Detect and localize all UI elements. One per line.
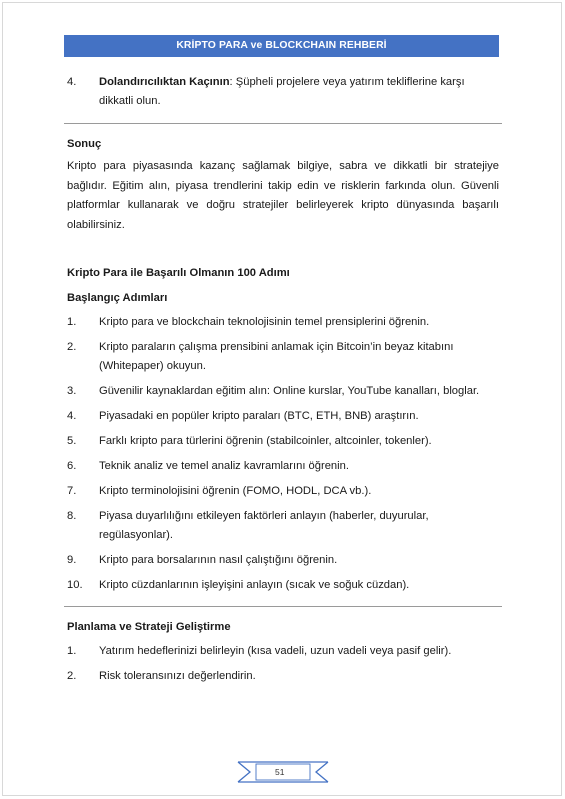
steps-list <box>67 313 499 595</box>
list-number: 4. <box>67 410 77 422</box>
list-item <box>67 338 499 376</box>
list-item <box>67 667 499 686</box>
list-item <box>67 382 499 401</box>
list-number: 5. <box>67 435 77 447</box>
list-number: 4. <box>67 76 77 88</box>
planning-list <box>67 642 499 686</box>
list-number: 1. <box>67 645 77 657</box>
list-item <box>67 313 499 332</box>
section-divider <box>64 123 502 124</box>
list-number: 1. <box>67 316 77 328</box>
list-item-text: Kripto paraların çalışma prensibini anlamak için Bitcoin’in beyaz kitabını (Whitepaper) okuyun. <box>99 341 454 372</box>
list-item <box>67 507 499 545</box>
list-item <box>67 576 499 595</box>
list-number: 10. <box>67 579 83 591</box>
list-item <box>67 482 499 501</box>
list-item-text: Risk toleransınızı değerlendirin. <box>99 670 256 682</box>
list-number: 7. <box>67 485 77 497</box>
list-item-text: Piyasa duyarlılığını etkileyen faktörleri anlayın (haberler, duyurular, regülasyonlar). <box>99 510 429 541</box>
list-item <box>67 432 499 451</box>
list-item-text: Güvenilir kaynaklardan eğitim alın: Online kurslar, YouTube kanalları, bloglar. <box>99 385 480 397</box>
list-item-text: Farklı kripto para türlerini öğrenin (stabilcoinler, altcoinler, tokenler). <box>99 435 432 447</box>
list-item-text: Kripto terminolojisini öğrenin (FOMO, HODL, DCA vb.). <box>99 485 372 497</box>
page-number: 51 <box>275 767 285 777</box>
list-item-text: : Şüpheli projelere veya yatırım tekliflerine karşı dikkatli olun. <box>99 76 465 107</box>
planning-title: Planlama ve Strateji Geliştirme <box>67 621 231 633</box>
list-number: 8. <box>67 510 77 522</box>
page-content <box>67 70 499 686</box>
list-item-text: Teknik analiz ve temel analiz kavramlarını öğrenin. <box>99 460 349 472</box>
list-item <box>67 407 499 426</box>
list-item-bold-label: Dolandırıcılıktan Kaçının <box>99 76 230 88</box>
section-subtitle: Başlangıç Adımları <box>67 292 168 304</box>
conclusion-paragraph: Kripto para piyasasında kazanç sağlamak bilgiye, sabra ve dikkatli bir stratejiye bağlıdır. Eğitim alın, piyasa trendlerini takip edin ve risklerin farkında olun. Güvenli platformlar kullanarak ve doğru stratejiler belirleyerek kripto dünyasında başarılı olabilirsiniz. <box>67 160 499 231</box>
list-number: 3. <box>67 385 77 397</box>
list-number: 2. <box>67 670 77 682</box>
list-item <box>67 73 499 111</box>
list-item <box>67 642 499 661</box>
list-number: 9. <box>67 554 77 566</box>
list-item-text: Kripto para borsalarının nasıl çalıştığını öğrenin. <box>99 554 338 566</box>
list-item <box>67 457 499 476</box>
conclusion-heading: Sonuç <box>67 138 102 150</box>
list-number: 6. <box>67 460 77 472</box>
running-header: KRİPTO PARA ve BLOCKCHAIN REHBERİ <box>64 35 499 57</box>
list-item-text: Kripto para ve blockchain teknolojisinin temel prensiplerini öğrenin. <box>99 316 430 328</box>
list-number: 2. <box>67 341 77 353</box>
list-item <box>67 551 499 570</box>
list-item-text: Kripto cüzdanlarının işleyişini anlayın (sıcak ve soğuk cüzdan). <box>99 579 410 591</box>
list-item-text: Yatırım hedeflerinizi belirleyin (kısa vadeli, uzun vadeli veya pasif gelir). <box>99 645 452 657</box>
list-item-text: Piyasadaki en popüler kripto paraları (BTC, ETH, BNB) araştırın. <box>99 410 419 422</box>
section-title: Kripto Para ile Başarılı Olmanın 100 Adımı <box>67 267 290 279</box>
section-divider <box>64 606 502 607</box>
